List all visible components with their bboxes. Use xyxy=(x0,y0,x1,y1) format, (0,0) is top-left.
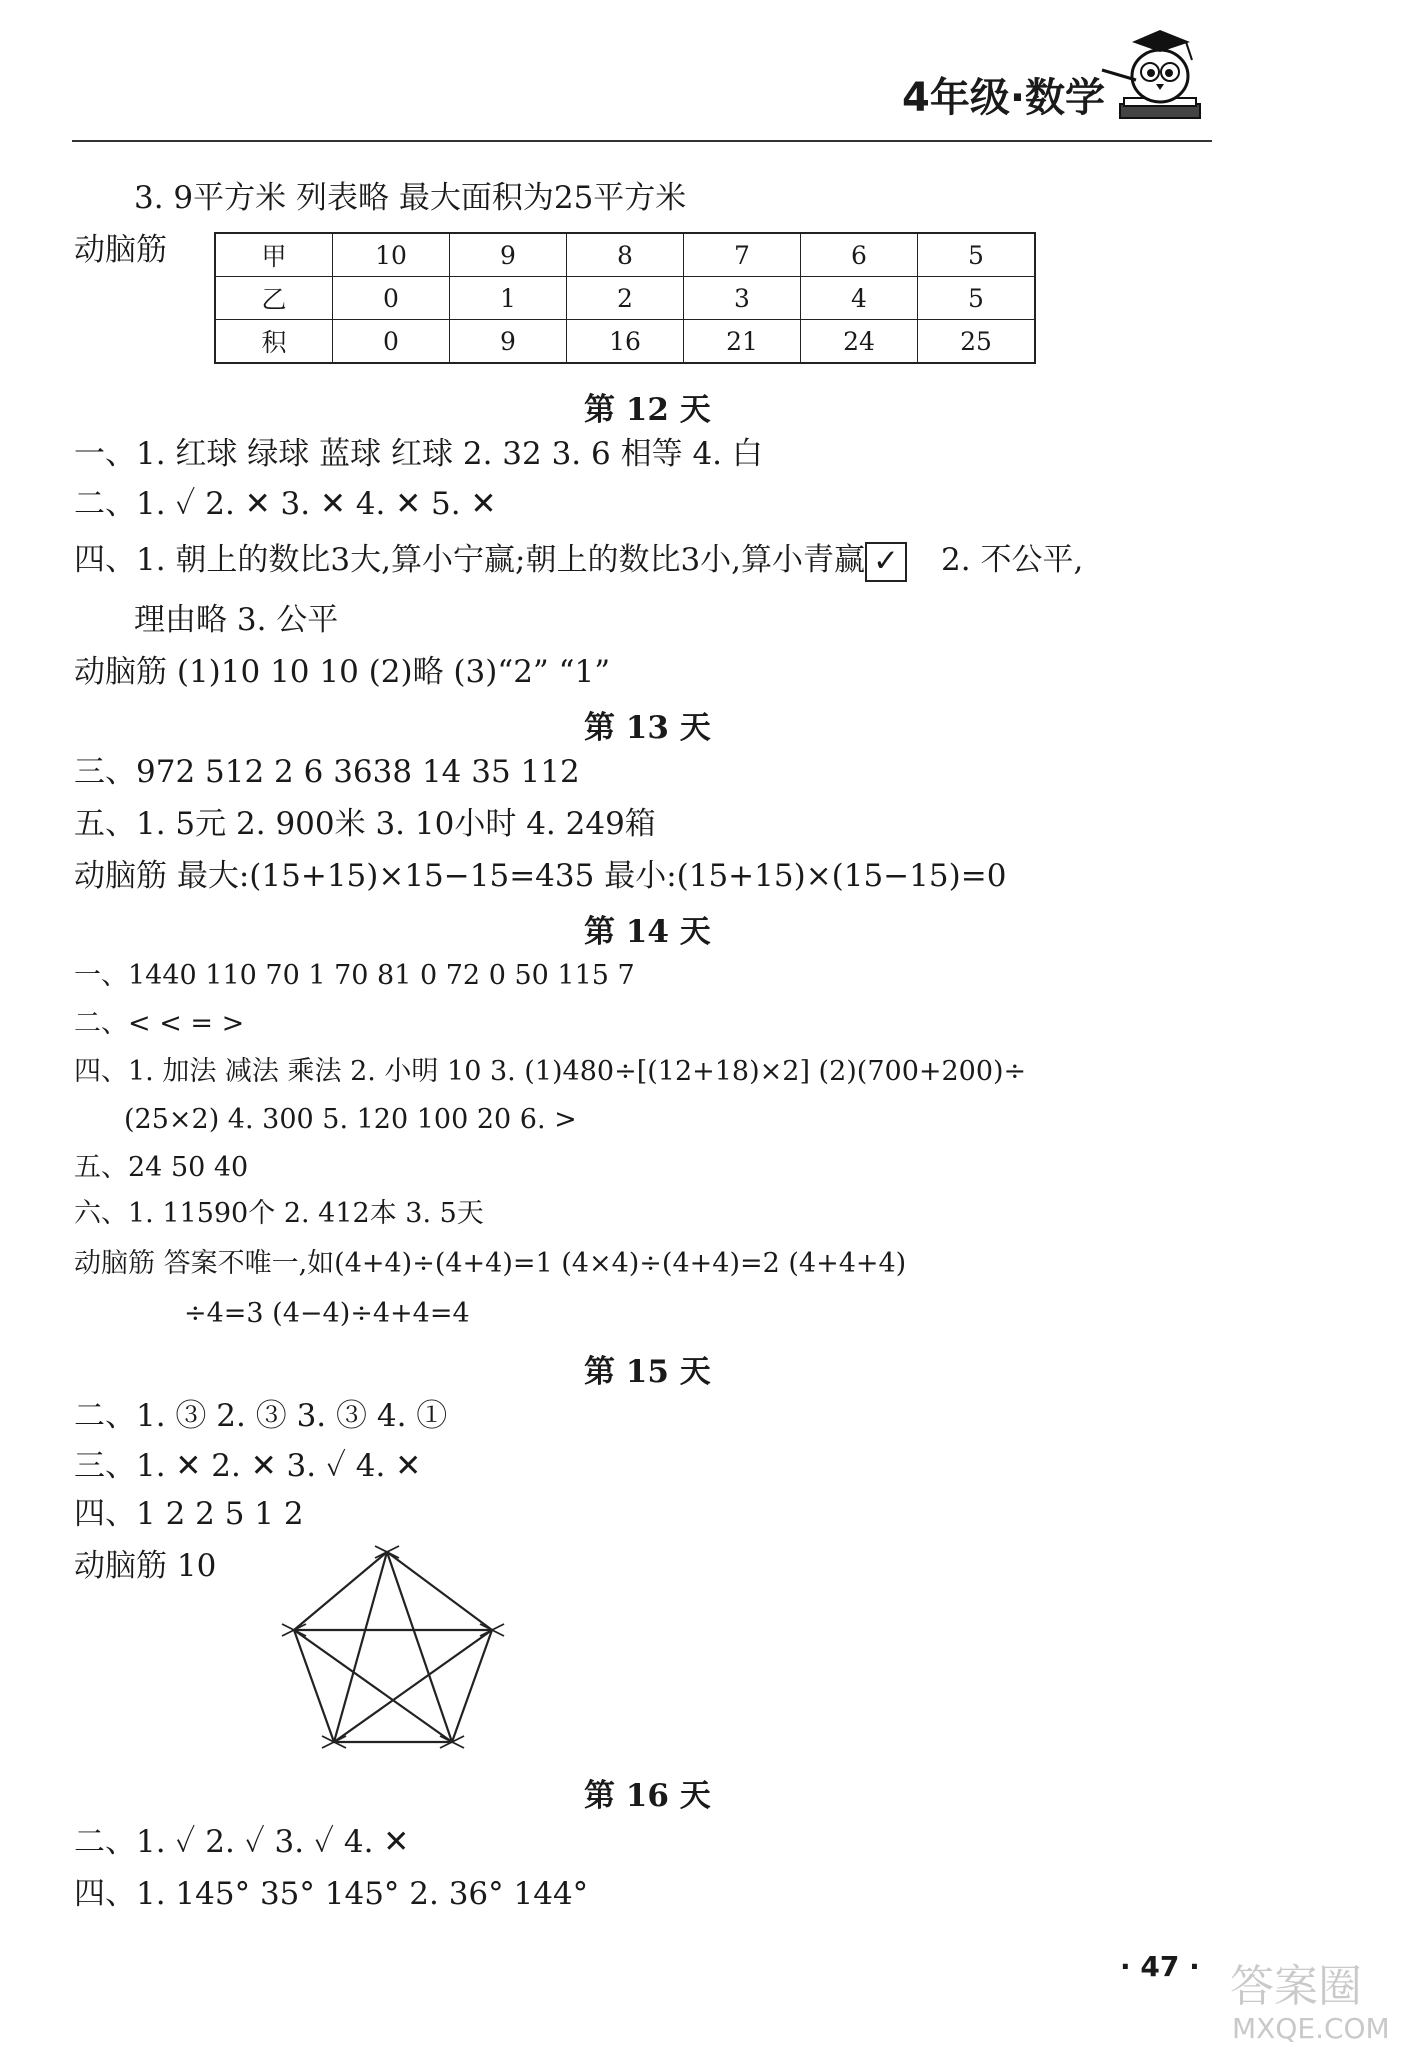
table-cell: 5 xyxy=(918,277,1036,320)
table-row xyxy=(215,320,1035,364)
table-cell: 21 xyxy=(684,320,801,364)
table-cell: 9 xyxy=(450,233,567,277)
day16-line-2: 四、1. 145° 35° 145° 2. 36° 144° xyxy=(74,1876,589,1912)
day12-line-4: 理由略 3. 公平 xyxy=(134,602,339,638)
checkbox-mark: ✓ xyxy=(865,542,907,582)
day12-line-2: 二、1. ✓ 2. ✕ 3. ✕ 4. ✕ 5. ✕ xyxy=(74,486,497,522)
table-row xyxy=(215,277,1035,320)
page-number: · 47 · xyxy=(1120,1950,1200,1983)
table-cell: 0 xyxy=(333,320,450,364)
day14-line-3: 四、1. 加法 减法 乘法 2. 小明 10 3. (1)480÷[(12+18)×2] (2)(700+200)÷ xyxy=(74,1056,1027,1087)
day14-brain-2: ÷4=3 (4−4)÷4+4=4 xyxy=(184,1298,470,1329)
day14-brain-1: 动脑筋 答案不唯一,如(4+4)÷(4+4)=1 (4×4)÷(4+4)=2 (4+4+4) xyxy=(74,1248,907,1279)
day15-title: 第 15 天 xyxy=(584,1354,711,1390)
header-title: 4年级·数学 xyxy=(902,75,1106,121)
day13-line-1: 三、972 512 2 6 3638 14 35 112 xyxy=(74,754,580,790)
day12-title: 第 12 天 xyxy=(584,392,711,428)
table-cell: 24 xyxy=(801,320,918,364)
day12-line-3 xyxy=(74,540,1083,582)
table-cell: 积 xyxy=(215,320,333,364)
brain-label: 动脑筋 xyxy=(74,232,167,268)
product-table xyxy=(214,232,1036,364)
day14-line-5: 五、24 50 40 xyxy=(74,1152,249,1183)
watermark-url: MXQE.COM xyxy=(1232,2012,1390,2045)
pentagram-diagram xyxy=(280,1536,520,1766)
table-cell: 甲 xyxy=(215,233,333,277)
watermark-logo-text: 答案圈 xyxy=(1230,1961,1362,2012)
day13-line-2: 五、1. 5元 2. 900米 3. 10小时 4. 249箱 xyxy=(74,806,656,842)
day16-line-1: 二、1. ✓ 2. ✓ 3. ✓ 4. ✕ xyxy=(74,1824,410,1860)
day14-line-2: 二、< < = > xyxy=(74,1008,245,1039)
day13-brain: 动脑筋 最大:(15+15)×15−15=435 最小:(15+15)×(15−15)=0 xyxy=(74,858,1007,894)
day14-line-4: (25×2) 4. 300 5. 120 100 20 6. > xyxy=(124,1104,577,1135)
day14-title: 第 14 天 xyxy=(584,914,711,950)
day14-line-6: 六、1. 11590个 2. 412本 3. 5天 xyxy=(74,1198,484,1229)
day12-brain: 动脑筋 (1)10 10 10 (2)略 (3)“2” “1” xyxy=(74,654,611,690)
day13-title: 第 13 天 xyxy=(584,710,711,746)
day12-line-3b: 2. 不公平, xyxy=(941,542,1084,578)
table-row xyxy=(215,233,1035,277)
table-cell: 4 xyxy=(801,277,918,320)
table-cell: 1 xyxy=(450,277,567,320)
day15-brain: 动脑筋 10 xyxy=(74,1548,217,1584)
day16-title: 第 16 天 xyxy=(584,1778,711,1814)
table-cell: 3 xyxy=(684,277,801,320)
day12-line-1: 一、1. 红球 绿球 蓝球 红球 2. 32 3. 6 相等 4. 白 xyxy=(74,436,763,472)
table-cell: 6 xyxy=(801,233,918,277)
table-cell: 乙 xyxy=(215,277,333,320)
header-divider xyxy=(72,140,1212,142)
table-cell: 0 xyxy=(333,277,450,320)
day15-line-2: 三、1. ✕ 2. ✕ 3. ✓ 4. ✕ xyxy=(74,1448,422,1484)
table-cell: 10 xyxy=(333,233,450,277)
day14-line-1: 一、1440 110 70 1 70 81 0 72 0 50 115 7 xyxy=(74,960,635,991)
day15-line-1: 二、1. ③ 2. ③ 3. ③ 4. ① xyxy=(74,1398,448,1434)
table-cell: 5 xyxy=(918,233,1036,277)
day12-line-3a: 四、1. 朝上的数比3大,算小宁赢;朝上的数比3小,算小青赢 xyxy=(74,542,866,578)
day15-line-3: 四、1 2 2 5 1 2 xyxy=(74,1496,304,1532)
top-line-3: 3. 9平方米 列表略 最大面积为25平方米 xyxy=(134,180,687,216)
table-cell: 25 xyxy=(918,320,1036,364)
table-cell: 16 xyxy=(567,320,684,364)
table-cell: 9 xyxy=(450,320,567,364)
mascot-owl-icon xyxy=(1100,20,1212,132)
table-cell: 8 xyxy=(567,233,684,277)
table-cell: 7 xyxy=(684,233,801,277)
table-cell: 2 xyxy=(567,277,684,320)
